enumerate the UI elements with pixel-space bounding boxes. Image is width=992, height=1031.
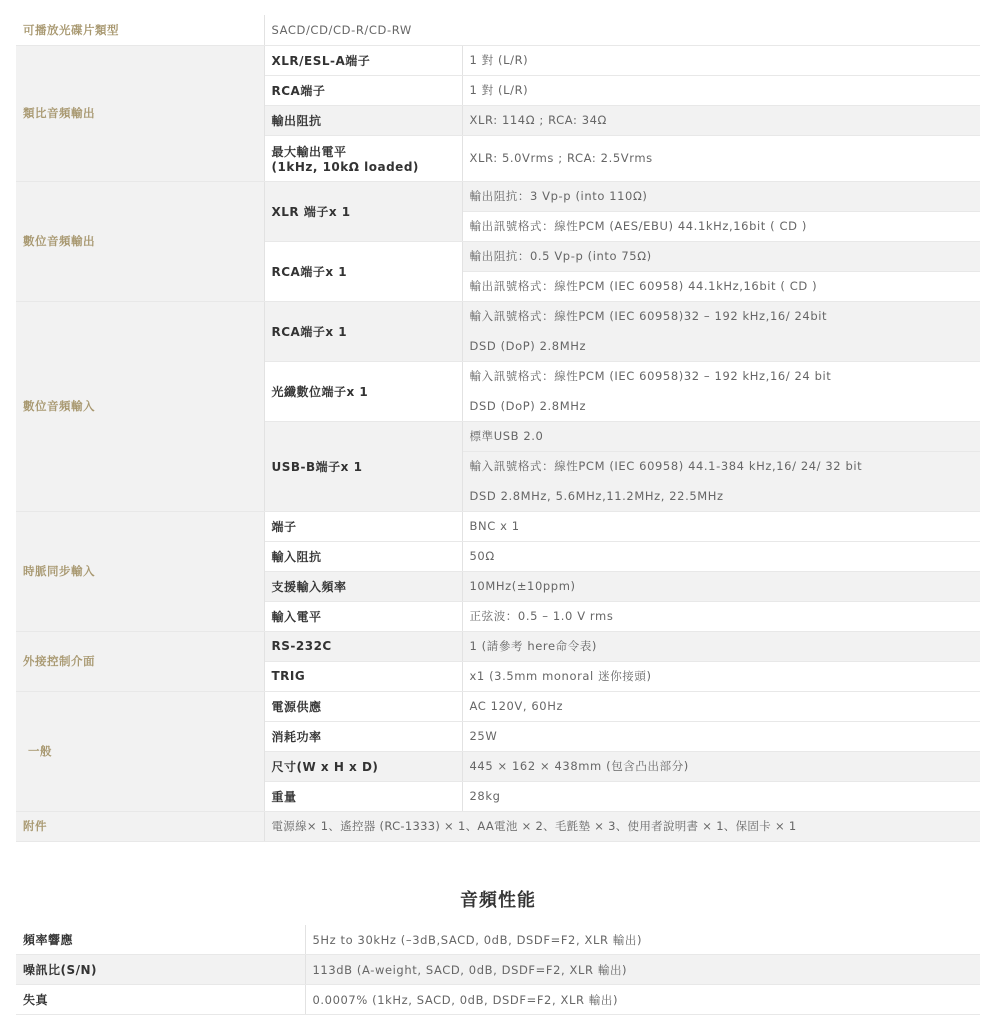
spec-label: 重量 <box>264 781 462 811</box>
spec-value: 輸出訊號格式：線性PCM (IEC 60958) 44.1kHz,16bit ( CD ) <box>462 271 980 301</box>
spec-label: RS-232C <box>264 631 462 661</box>
spec-label: XLR/ESL-A端子 <box>264 45 462 75</box>
section-title-audio-performance: 音頻性能 <box>460 890 536 911</box>
spec-value: 輸入訊號格式：線性PCM (IEC 60958) 44.1-384 kHz,16/ 24/ 32 bit <box>462 451 980 481</box>
spec-category-digital-out: 數位音頻輸出 <box>16 181 264 301</box>
spec-label: RCA端子x 1 <box>264 301 462 361</box>
spec-value: 標準USB 2.0 <box>462 421 980 451</box>
perf-label: 失真 <box>16 985 305 1015</box>
spec-category-disc-types: 可播放光碟片類型 <box>16 15 264 45</box>
spec-value: AC 120V, 60Hz <box>462 691 980 721</box>
spec-value-accessories: 電源線× 1、遙控器 (RC-1333) × 1、AA電池 × 2、毛氈墊 × 3、使用者說明書 × 1、保固卡 × 1 <box>264 811 980 841</box>
spec-label: 光纖數位端子x 1 <box>264 361 462 421</box>
audio-performance-table <box>16 925 980 1015</box>
spec-value: 正弦波：0.5 – 1.0 V rms <box>462 601 980 631</box>
spec-label: RCA端子x 1 <box>264 241 462 301</box>
spec-value: DSD (DoP) 2.8MHz <box>462 391 980 421</box>
spec-label-line1: 最大輸出電平 <box>271 144 347 159</box>
spec-label: 輸入電平 <box>264 601 462 631</box>
spec-value: 輸入訊號格式：線性PCM (IEC 60958)32 – 192 kHz,16/ 24 bit <box>462 361 980 391</box>
spec-label: 輸入阻抗 <box>264 541 462 571</box>
spec-value: 1 對 (L/R) <box>462 45 980 75</box>
spec-label: XLR 端子x 1 <box>264 181 462 241</box>
spec-label: 尺寸(W x H x D) <box>264 751 462 781</box>
spec-value: 50Ω <box>462 541 980 571</box>
spec-category-control: 外接控制介面 <box>16 631 264 691</box>
spec-label: 電源供應 <box>264 691 462 721</box>
spec-value: 25W <box>462 721 980 751</box>
spec-label: 輸出阻抗 <box>264 105 462 135</box>
spec-category-general: 一般 <box>16 691 264 811</box>
spec-value: 輸出阻抗：3 Vp-p (into 110Ω) <box>462 181 980 211</box>
spec-value: 1 (請參考 here命令表) <box>462 631 980 661</box>
perf-label: 噪訊比(S/N) <box>16 955 305 985</box>
spec-value: XLR: 114Ω ; RCA: 34Ω <box>462 105 980 135</box>
spec-value: 1 對 (L/R) <box>462 75 980 105</box>
spec-value: 輸出阻抗：0.5 Vp-p (into 75Ω) <box>462 241 980 271</box>
spec-label: 端子 <box>264 511 462 541</box>
spec-category-accessories: 附件 <box>16 811 264 841</box>
perf-value: 113dB (A-weight, SACD, 0dB, DSDF=F2, XLR 輸出) <box>305 955 980 985</box>
spec-value: BNC x 1 <box>462 511 980 541</box>
spec-value: DSD (DoP) 2.8MHz <box>462 331 980 361</box>
spec-value: 445 × 162 × 438mm (包含凸出部分) <box>462 751 980 781</box>
spec-label: RCA端子 <box>264 75 462 105</box>
spec-value: 輸出訊號格式：線性PCM (AES/EBU) 44.1kHz,16bit ( CD ) <box>462 211 980 241</box>
spec-value: XLR: 5.0Vrms ; RCA: 2.5Vrms <box>462 135 980 181</box>
perf-label: 頻率響應 <box>16 925 305 955</box>
spec-category-analog-out: 類比音頻輸出 <box>16 45 264 181</box>
spec-value: DSD 2.8MHz, 5.6MHz,11.2MHz, 22.5MHz <box>462 481 980 511</box>
spec-value: 28kg <box>462 781 980 811</box>
perf-value: 5Hz to 30kHz (–3dB,SACD, 0dB, DSDF=F2, XLR 輸出) <box>305 925 980 955</box>
spec-value: 輸入訊號格式：線性PCM (IEC 60958)32 – 192 kHz,16/ 24bit <box>462 301 980 331</box>
spec-label-max-output <box>264 135 462 181</box>
spec-label: 消耗功率 <box>264 721 462 751</box>
spec-label: 支援輸入頻率 <box>264 571 462 601</box>
spec-value: 10MHz(±10ppm) <box>462 571 980 601</box>
spec-value-disc-types: SACD/CD/CD-R/CD-RW <box>264 15 980 45</box>
spec-table <box>16 15 980 842</box>
perf-value: 0.0007% (1kHz, SACD, 0dB, DSDF=F2, XLR 輸出) <box>305 985 980 1015</box>
spec-category-digital-in: 數位音頻輸入 <box>16 301 264 511</box>
spec-value: x1 (3.5mm monoral 迷你接頭) <box>462 661 980 691</box>
spec-label: TRIG <box>264 661 462 691</box>
spec-label: USB-B端子x 1 <box>264 421 462 511</box>
spec-category-clock-in: 時脈同步輸入 <box>16 511 264 631</box>
spec-label-line2: (1kHz, 10kΩ loaded) <box>271 159 419 174</box>
